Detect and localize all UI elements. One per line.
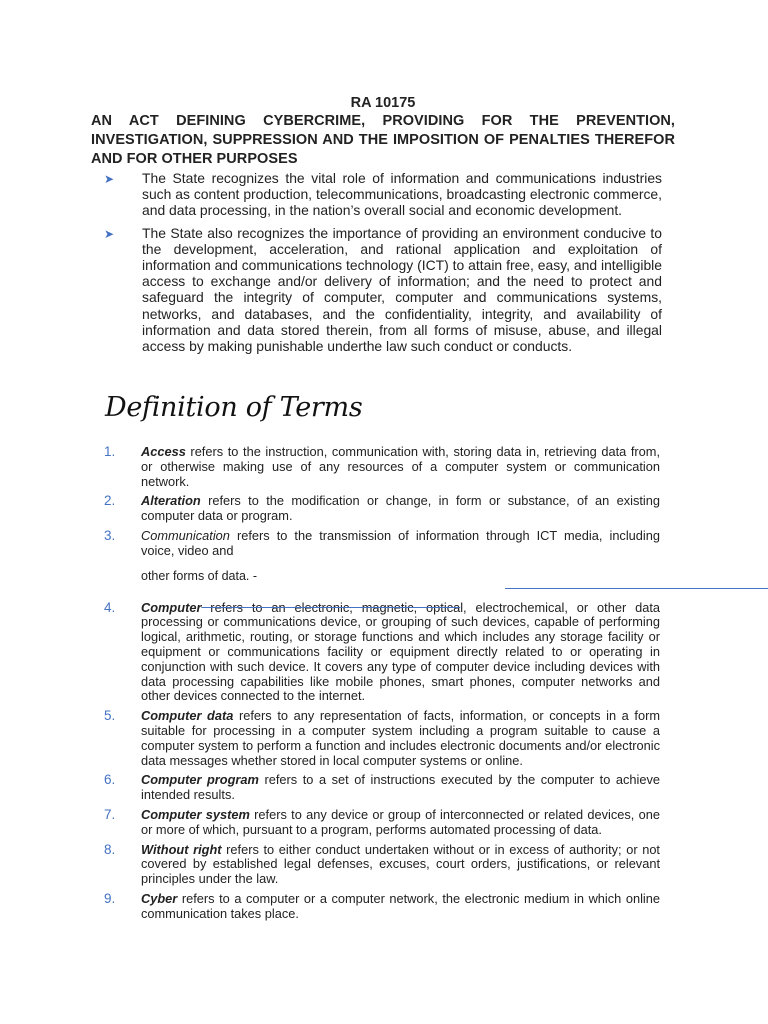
- terms-list: [104, 445, 660, 926]
- term-definition: refers to the instruction, communication with, storing data in, retrieving data from, or otherwise making use of any resources of a computer system or communication network.: [141, 444, 660, 489]
- bullet-item: [104, 225, 662, 355]
- term-definition: refers to the modification or change, in form or substance, of an existing computer data or program.: [141, 493, 660, 524]
- continuation-text: other forms of data. -: [141, 569, 258, 583]
- term-definition: refers to any representation of facts, information, or concepts in a form suitable for processing in a computer system including a program suitable to cause a computer system to perform a function and includes electronic documents and/or electronic data messages whether stored in local computer systems or online.: [141, 708, 661, 768]
- term-item: [104, 445, 660, 489]
- term-number: 2.: [104, 493, 116, 509]
- title-block: [91, 94, 675, 169]
- term-definition: l, electrochemical, or other data processing or communications device, or grouping of such devices, capable of performing logical, arithmetic, routing, or storage functions and which includes any storage facility or equipment or communications facility or equipment directly related to or operating in conjunction with such device. It covers any type of computer device including devices with data processing capabilities like mobile phones, smart phones, computer networks and other devices connected to the internet.: [141, 599, 660, 704]
- term-name: Computer: [141, 599, 202, 615]
- term-item: [104, 892, 660, 922]
- bullet-item: [104, 170, 662, 219]
- term-number: 5.: [104, 708, 116, 724]
- term-item: [104, 494, 660, 524]
- document-title: AN ACT DEFINING CYBERCRIME, PROVIDING FOR THE PREVENTION, INVESTIGATION, SUPPRESSION AND THE IMPOSITION OF PENALTIES THEREFOR AND FOR OTHER PURPOSES: [91, 113, 675, 167]
- bullet-text: The State also recognizes the importance of providing an environment conducive to the development, acceleration, and rational application and exploitation of information and communications technology (ICT) to attain free, easy, and intelligible access to exchange and/or delivery of information; and the need to protect and safeguard the integrity of computer, computer and communications systems, networks, and databases, and the confidentiality, integrity, and availability of information and data stored therein, from all forms of misuse, abuse, and illegal access by making punishable underthe law such conduct or conducts.: [142, 224, 662, 355]
- term-item: [104, 808, 660, 838]
- term-name: Computer data: [141, 708, 234, 724]
- term-name: Computer program: [141, 772, 259, 788]
- term-number: 9.: [104, 890, 116, 906]
- term-item: [104, 773, 660, 803]
- term-name: Cyber: [141, 890, 178, 906]
- document-number: RA 10175: [350, 95, 416, 111]
- term-item: [104, 709, 660, 768]
- term-number: 6.: [104, 772, 116, 788]
- revision-line: [505, 588, 768, 589]
- declaration-bullets: [104, 170, 662, 360]
- term-definition: refers to the transmission of information through ICT media, including voice, video and: [141, 527, 660, 558]
- term-item: [104, 843, 660, 887]
- term-name: Access: [141, 444, 186, 459]
- bullet-text: The State recognizes the vital role of information and communications industries such as content production, telecommunications, broadcasting electronic commerce, and data processing, in the nation’s overall social and economic development.: [142, 170, 662, 219]
- term-name: Without right: [141, 841, 222, 857]
- term-name: Alteration: [141, 493, 201, 509]
- term-number: 8.: [104, 841, 116, 857]
- term-definition: refers to any device or group of interconnected or related devices, one or more of which, pursuant to a program, performs automated processing of data.: [141, 806, 661, 837]
- term-item: [104, 529, 660, 559]
- term-name: Computer system: [141, 806, 250, 822]
- term-definition: refers to a computer or a computer network, the electronic medium in which online communication takes place.: [141, 890, 660, 921]
- term-number: 1.: [104, 444, 116, 459]
- section-heading: Definition of Terms: [105, 392, 363, 423]
- term-number: 7.: [104, 806, 116, 822]
- term-number: 4.: [104, 599, 116, 615]
- term-item: [104, 601, 660, 705]
- term-number: 3.: [104, 527, 116, 543]
- arrow-bullet-icon: ➤: [104, 226, 115, 241]
- term-definition: refers to either conduct undertaken without or in excess of authority; or not covered by established legal defenses, excuses, court orders, justifications, or relevant principles under the law.: [141, 841, 660, 887]
- arrow-bullet-icon: ➤: [104, 172, 115, 186]
- struck-text: refers to an electronic, magnetic, optica: [201, 599, 461, 615]
- term-definition: refers to a set of instructions executed by the computer to achieve intended results.: [141, 772, 661, 803]
- term-name: Communication: [141, 527, 230, 543]
